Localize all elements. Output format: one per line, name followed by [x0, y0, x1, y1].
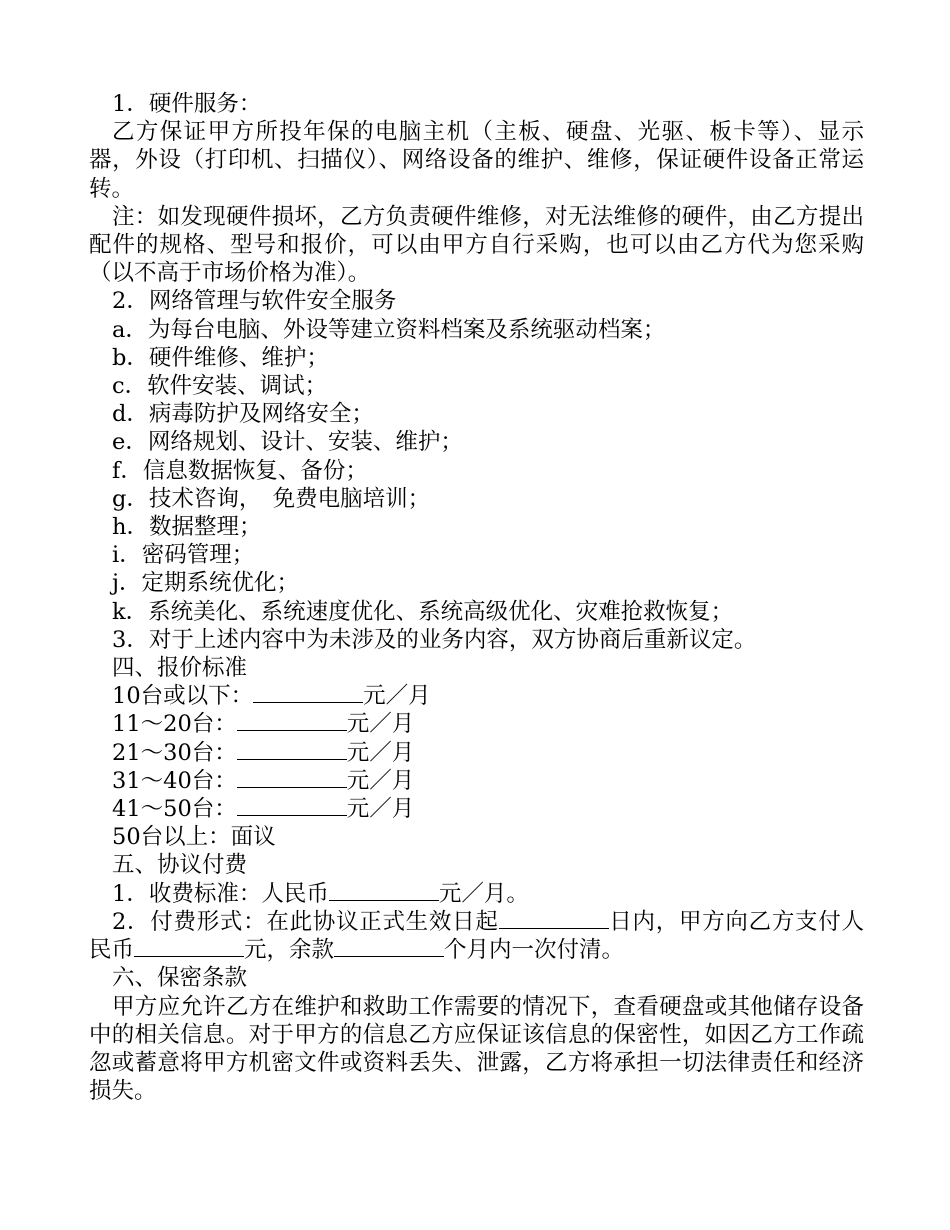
pricing-heading: 四、报价标准 [112, 655, 248, 682]
network-item-c: c．软件安装、调试； [112, 373, 328, 400]
document-page [89, 90, 864, 1105]
network-item-f: f．信息数据恢复、备份； [112, 457, 368, 484]
network-item-e: e．网络规划、设计、安装、维护； [112, 429, 463, 456]
pricing-row-unit: 元／月 [346, 767, 415, 794]
network-item-i: i．密码管理； [112, 542, 255, 569]
price-blank-field[interactable] [237, 767, 347, 788]
network-item-k: k．系统美化、系统速度优化、系统高级优化、灾难抢救恢复； [112, 598, 734, 625]
price-blank-field[interactable] [237, 710, 347, 731]
pricing-row-label: 11～20台： [112, 711, 237, 738]
days-blank-field[interactable] [499, 908, 609, 929]
network-item-d: d．病毒防护及网络安全； [112, 401, 374, 428]
fee-suffix: 元／月。 [438, 880, 529, 907]
method-suffix: 个月内一次付清。 [444, 937, 625, 964]
network-item-g: g．技术咨询， 免费电脑培训； [112, 485, 431, 512]
price-blank-field[interactable] [237, 795, 347, 816]
pricing-row-unit: 元／月 [363, 683, 431, 710]
fee-amount-blank-field[interactable] [329, 880, 439, 901]
pricing-row-label: 41～50台： [112, 796, 237, 823]
pricing-row-label: 10台或以下： [112, 683, 254, 710]
pricing-row [89, 682, 864, 710]
pricing-row-label: 31～40台： [112, 767, 237, 794]
network-item-h: h．数据整理； [112, 514, 262, 541]
pricing-row [89, 739, 864, 767]
amount-blank-field[interactable] [134, 936, 244, 957]
pricing-row-unit: 元／月 [346, 739, 415, 766]
price-blank-field[interactable] [237, 739, 347, 760]
pricing-row-label: 21～30台： [112, 739, 237, 766]
network-item-b: b．硬件维修、维护； [112, 344, 329, 371]
hardware-note: 注：如发现硬件损坏，乙方负责硬件维修，对无法维修的硬件，由乙方提出配件的规格、型号和报价，可以由甲方自行采购，也可以由乙方代为您采购（以不高于市场价格为准）。 [89, 203, 864, 287]
payment-method-paragraph [89, 908, 864, 964]
hardware-body: 乙方保证甲方所投年保的电脑主机（主板、硬盘、光驱、板卡等）、显示器，外设（打印机、扫描仪）、网络设备的维护、维修，保证硬件设备正常运转。 [89, 119, 864, 202]
network-item-a: a．为每台电脑、外设等建立资料档案及系统驱动档案； [112, 316, 666, 343]
hardware-heading: 1．硬件服务： [112, 91, 262, 117]
network-item-j: j．定期系统优化； [112, 570, 299, 597]
fee-prefix: 1．收费标准：人民币 [112, 880, 329, 907]
price-blank-field[interactable] [253, 682, 363, 703]
network-heading: 2．网络管理与软件安全服务 [112, 288, 397, 315]
method-mid1: 日内，甲方向乙方支付人民币 [89, 908, 864, 964]
pricing-row-unit: 元／月 [346, 711, 415, 738]
pricing-over-50: 50台以上：面议 [112, 824, 276, 851]
pricing-row [89, 795, 864, 823]
confidential-heading: 六、保密条款 [112, 965, 248, 992]
payment-fee-line [89, 880, 864, 908]
other-business-clause: 3．对于上述内容中为未涉及的业务内容，双方协商后重新议定。 [112, 626, 757, 653]
pricing-row [89, 710, 864, 738]
method-mid2: 元，余款 [244, 937, 335, 964]
months-blank-field[interactable] [334, 936, 444, 957]
method-prefix: 2．付费形式：在此协议正式生效日起 [112, 908, 499, 935]
pricing-row [89, 767, 864, 795]
pricing-row-unit: 元／月 [346, 796, 415, 823]
confidential-body: 甲方应允许乙方在维护和救助工作需要的情况下，查看硬盘或其他储存设备中的相关信息。对于甲方的信息乙方应保证该信息的保密性，如因乙方工作疏忽或蓄意将甲方机密文件或资料丢失、泄露，乙方将承担一切法律责任和经济损失。 [89, 993, 864, 1105]
payment-heading: 五、协议付费 [112, 852, 248, 879]
